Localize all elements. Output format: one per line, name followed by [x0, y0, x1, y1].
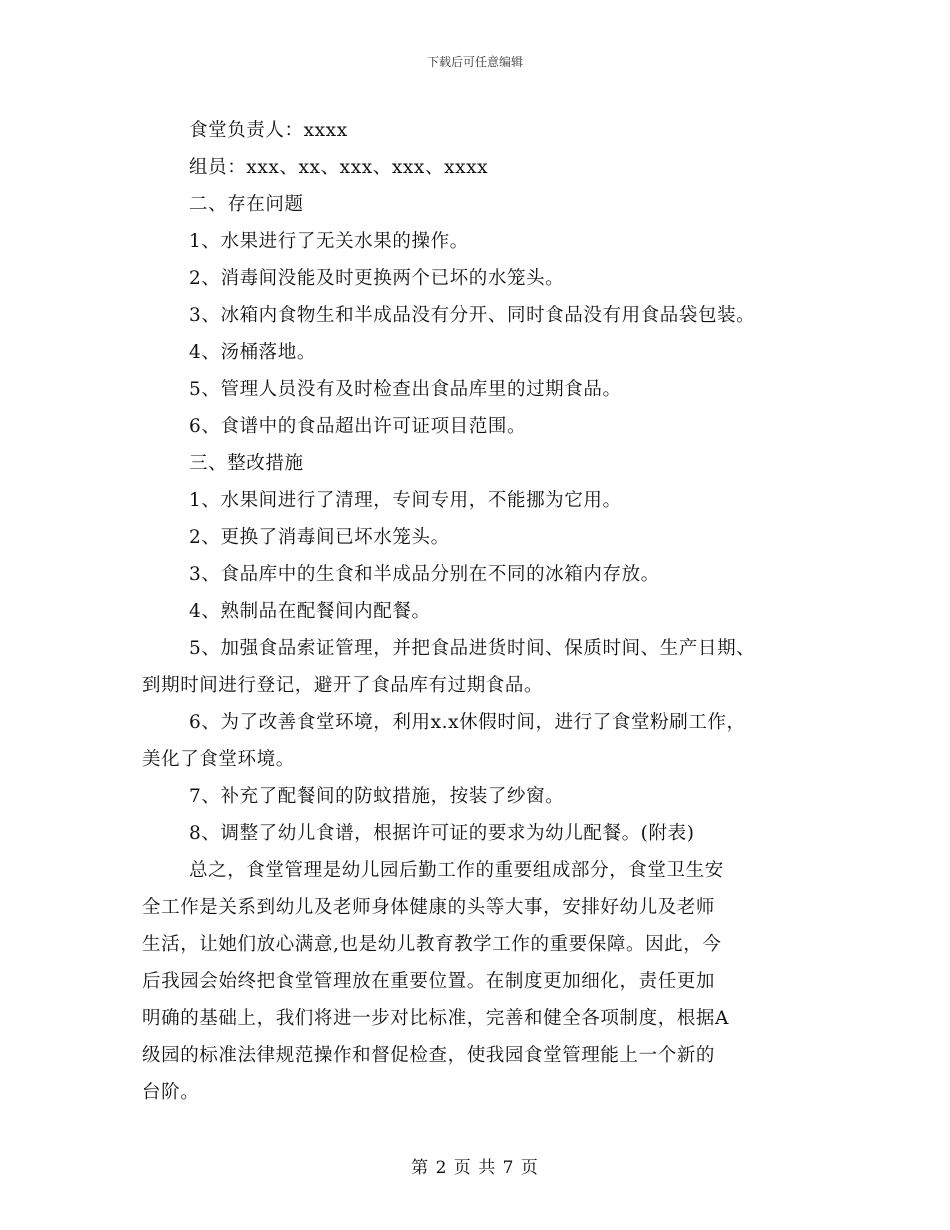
document-body: [142, 112, 832, 1111]
paragraph-line: 2、消毒间没能及时更换两个已坏的水笼头。: [189, 268, 565, 289]
paragraph-line: 7、补充了配餐间的防蚊措施，按装了纱窗。: [189, 786, 565, 807]
paragraph-line: 2、更换了消毒间已坏水笼头。: [189, 527, 450, 548]
paragraph-line: 3、冰箱内食物生和半成品没有分开、同时食品没有用食品袋包装。: [189, 305, 756, 326]
paragraph-line: 总之，食堂管理是幼儿园后勤工作的重要组成部分，食堂卫生安: [189, 860, 724, 881]
paragraph-line: 食堂负责人：xxxx: [189, 120, 348, 141]
paragraph-line: 1、水果间进行了清理，专间专用，不能挪为它用。: [189, 490, 622, 511]
paragraph-line: 到期时间进行登记，避开了食品库有过期食品。: [142, 675, 544, 696]
paragraph-line: 后我园会始终把食堂管理放在重要位置。在制度更加细化，责任更加: [142, 971, 716, 992]
paragraph-line: 8、调整了幼儿食谱，根据许可证的要求为幼儿配餐。(附表): [189, 823, 695, 844]
paragraph-line: 全工作是关系到幼儿及老师身体健康的头等大事，安排好幼儿及老师: [142, 897, 716, 918]
paragraph-line: 4、熟制品在配餐间内配餐。: [189, 601, 431, 622]
paragraph-line: 5、加强食品索证管理，并把食品进货时间、保质时间、生产日期、: [189, 638, 756, 659]
paragraph-line: 三、整改措施: [189, 453, 304, 474]
paragraph-line: 4、汤桶落地。: [189, 342, 316, 363]
paragraph-line: 明确的基础上，我们将进一步对比标准，完善和健全各项制度，根据A: [142, 1008, 729, 1029]
paragraph-line: 美化了食堂环境。: [142, 749, 295, 770]
page-header-note: 下载后可任意编辑: [426, 55, 523, 69]
paragraph-line: 组员：xxx、xx、xxx、xxx、xxxx: [189, 157, 489, 178]
page-number: 第 2 页 共 7 页: [411, 1158, 539, 1178]
paragraph-line: 6、为了改善食堂环境，利用x.x休假时间，进行了食堂粉刷工作，: [189, 712, 746, 733]
paragraph-line: 生活，让她们放心满意,也是幼儿教育教学工作的重要保障。因此，今: [142, 934, 722, 955]
paragraph-line: 5、管理人员没有及时检查出食品库里的过期食品。: [189, 379, 622, 400]
paragraph-line: 1、水果进行了无关水果的操作。: [189, 231, 469, 252]
paragraph-line: 台阶。: [142, 1082, 200, 1103]
paragraph-line: 二、存在问题: [189, 194, 304, 215]
paragraph-line: 3、食品库中的生食和半成品分别在不同的冰箱内存放。: [189, 564, 660, 585]
paragraph-line: 6、食谱中的食品超出许可证项目范围。: [189, 416, 527, 437]
paragraph-line: 级园的标准法律规范操作和督促检查，使我园食堂管理能上一个新的: [142, 1045, 716, 1066]
